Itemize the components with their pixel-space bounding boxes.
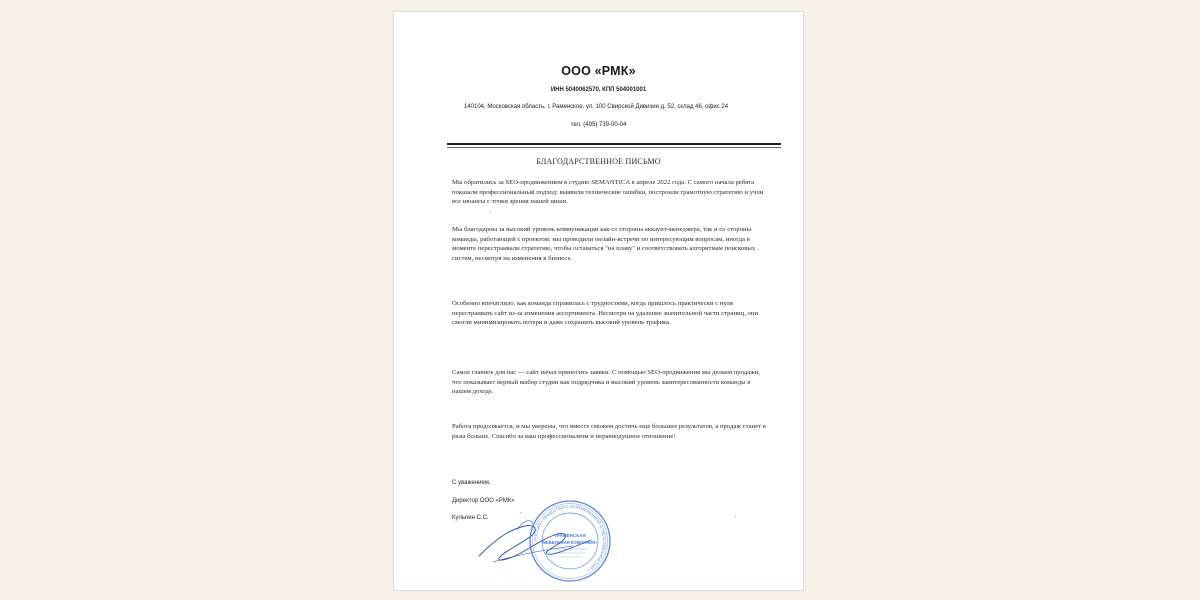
seal-center-line-1: «РАМЕНСКАЯ: [554, 533, 586, 538]
letterhead-divider: [447, 143, 781, 145]
letter-paragraph-3: Особенно впечатлило, как команда справилась с трудностями, когда пришлось практически с нуля перестраивать сайт из-за изменения ассортимента. Несмотря на удаление значительной части страниц, они смогли минимизировать потери и даже сохранить высокий уровень трафика.: [452, 300, 759, 327]
seal-center-line-2: МЕБЕЛЬНАЯ КОМПАНИЯ»: [542, 540, 598, 545]
company-phone: тел. (495) 739-00-04: [570, 122, 627, 128]
letter-page: [393, 11, 804, 591]
letter-paragraph-5: Работа продолжается, и мы уверены, что вместе сможем достичь еще больших результатов, а продаж станет в разы больше. Спасибо за ваш профессионализм и неравнодушное отношение!: [452, 423, 766, 440]
seal-ring-text: РОССИЯ • ОБЩЕСТВО С ОГРАНИЧЕННОЙ ОТВЕТСТВЕННОСТЬЮ •: [532, 503, 608, 573]
company-address: 140104, Московская область, г. Раменское, ул. 100 Свирской Дивизии д. 52, склад 46, офис 24: [464, 104, 729, 110]
letter-paragraph-4: Самое главное для нас — сайт начал приносить заявки. С помощью SEO-продвижения мы делаем продажи, что показывает верный выбор студии как подрядчика и высокий уровень заинтересованности команды в нашем доходе.: [452, 369, 761, 396]
closing-salutation: С уважением,: [452, 480, 491, 486]
svg-text:РОССИЯ • ОБЩЕСТВО С ОГРАНИЧЕНН: [533, 504, 607, 573]
letter-paragraph-2: Мы благодарны за высокий уровень коммуникации как со стороны аккаунт-менеджера, так и со стороны команды, работающей с проектом: мы проводили онлайн-встречи по интересующим вопросам, иногда в моменте перестраивали стратегию, чтобы оставаться "на плаву" и соответствовать алгоритмам поисковых систем, несмотря на изменения в бизнесе.: [452, 226, 756, 262]
letter-title: БЛАГОДАРСТВЕННОЕ ПИСЬМО: [536, 157, 661, 166]
company-tax-ids: ИНН 5040062570, КПП 504001001: [550, 87, 647, 93]
company-seal: [528, 499, 612, 583]
letter-paragraph-1: Мы обратились за SEO-продвижением в студию SEMANTICA в апреле 2022 года. С самого начала ребята показали профессиональный подход: выявили технические ошибки, построили грамотную стратегию и учли все нюансы с точки зрения нашей ниши.: [452, 179, 764, 206]
signatory-name: Кульпин С.С.: [452, 515, 489, 521]
signatory-position: Директор ООО «РМК»: [452, 498, 515, 504]
letterhead-divider-thin: [447, 147, 781, 148]
company-name: ООО «РМК»: [561, 64, 636, 78]
